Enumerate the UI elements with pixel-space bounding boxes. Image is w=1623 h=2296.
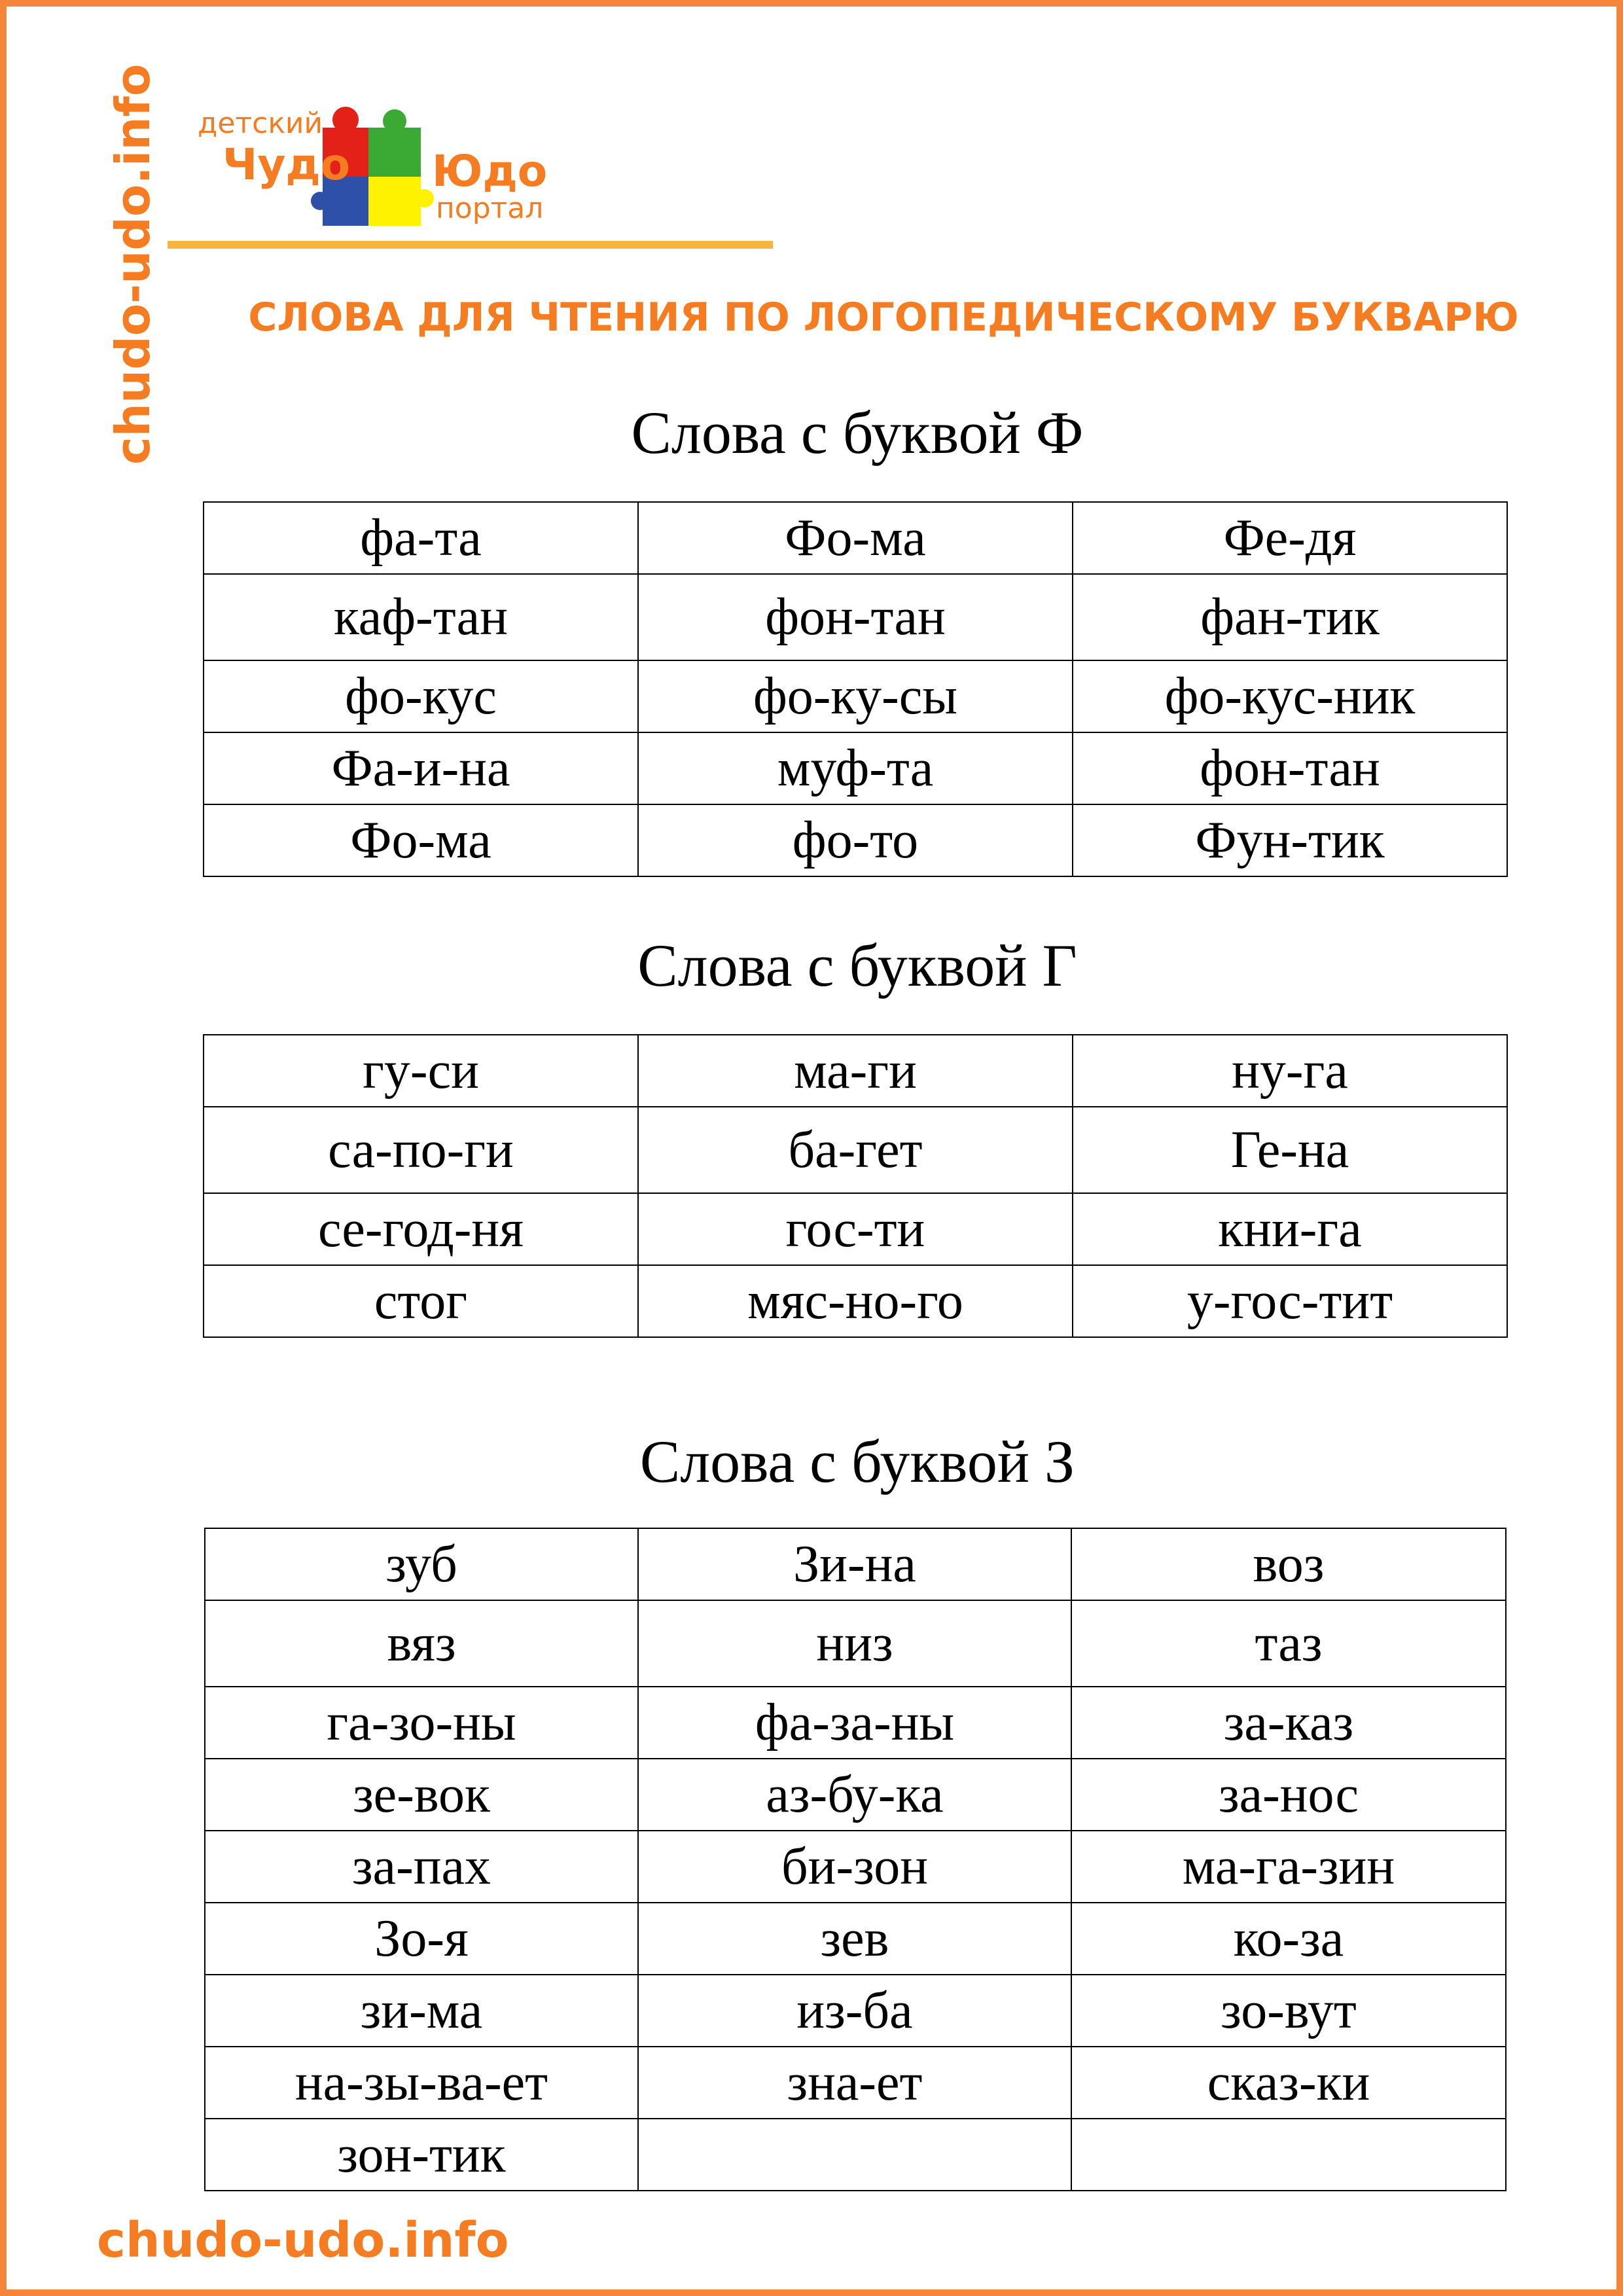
table-row xyxy=(205,1831,1506,1903)
word-cell: гос-ти xyxy=(638,1193,1073,1265)
word-cell: Зо-я xyxy=(205,1903,638,1975)
word-cell: фа-та xyxy=(204,502,638,574)
word-cell: зо-вут xyxy=(1071,1975,1506,2047)
logo-underline xyxy=(168,241,773,249)
word-cell: сказ-ки xyxy=(1071,2047,1506,2119)
table-row xyxy=(205,1528,1506,1600)
site-url-vertical[interactable]: chudo-udo.info xyxy=(105,63,160,465)
word-cell: фо-кус-ник xyxy=(1073,660,1507,732)
table-row xyxy=(204,1107,1507,1193)
word-cell: стог xyxy=(204,1265,638,1337)
section-title-z: Слова с буквой З xyxy=(639,1428,1075,1495)
word-cell: за-нос xyxy=(1071,1759,1506,1831)
word-cell: ко-за xyxy=(1071,1903,1506,1975)
table-row xyxy=(205,2119,1506,2191)
table-row xyxy=(204,574,1507,660)
word-cell: зев xyxy=(638,1903,1071,1975)
word-table-z xyxy=(204,1528,1507,2191)
table-row xyxy=(205,2047,1506,2119)
word-cell: за-пах xyxy=(205,1831,638,1903)
table-row xyxy=(205,1903,1506,1975)
table-row xyxy=(205,1687,1506,1759)
word-cell: у-гос-тит xyxy=(1073,1265,1507,1337)
logo-top-text: детский xyxy=(198,107,323,140)
word-cell: зи-ма xyxy=(205,1975,638,2047)
word-cell: Фа-и-на xyxy=(204,732,638,804)
word-cell: гу-си xyxy=(204,1035,638,1107)
table-row xyxy=(204,502,1507,574)
word-cell: зуб xyxy=(205,1528,638,1600)
word-cell: низ xyxy=(638,1600,1071,1687)
logo-bottom-text: портал xyxy=(436,192,544,225)
word-cell: зе-вок xyxy=(205,1759,638,1831)
word-cell: се-год-ня xyxy=(204,1193,638,1265)
table-row xyxy=(204,1035,1507,1107)
table-row xyxy=(204,1265,1507,1337)
word-cell: фо-то xyxy=(638,804,1073,876)
section-title-g: Слова с буквой Г xyxy=(637,932,1077,999)
word-table-f xyxy=(203,501,1508,877)
word-cell: фон-тан xyxy=(638,574,1073,660)
word-cell: фо-ку-сы xyxy=(638,660,1073,732)
word-cell: ма-га-зин xyxy=(1071,1831,1506,1903)
logo-right-text: Юдо xyxy=(432,146,548,196)
word-cell: фон-тан xyxy=(1073,732,1507,804)
word-cell: муф-та xyxy=(638,732,1073,804)
section-title-f: Слова с буквой Ф xyxy=(631,399,1084,466)
table-row xyxy=(204,804,1507,876)
word-cell: аз-бу-ка xyxy=(638,1759,1071,1831)
table-row xyxy=(204,1193,1507,1265)
word-cell: са-по-ги xyxy=(204,1107,638,1193)
word-cell: га-зо-ны xyxy=(205,1687,638,1759)
site-url-bottom[interactable]: chudo-udo.info xyxy=(97,2212,509,2269)
word-cell: кни-га xyxy=(1073,1193,1507,1265)
word-table-g xyxy=(203,1034,1508,1338)
word-cell: Ге-на xyxy=(1073,1107,1507,1193)
word-cell: каф-тан xyxy=(204,574,638,660)
word-cell: из-ба xyxy=(638,1975,1071,2047)
word-cell: фан-тик xyxy=(1073,574,1507,660)
word-cell: таз xyxy=(1071,1600,1506,1687)
word-cell xyxy=(638,2119,1071,2191)
table-row xyxy=(205,1759,1506,1831)
word-cell: фо-кус xyxy=(204,660,638,732)
word-cell: зна-ет xyxy=(638,2047,1071,2119)
word-cell: Фо-ма xyxy=(638,502,1073,574)
page-title: СЛОВА ДЛЯ ЧТЕНИЯ ПО ЛОГОПЕДИЧЕСКОМУ БУКВАРЮ xyxy=(248,295,1519,340)
word-cell: ну-га xyxy=(1073,1035,1507,1107)
word-cell: мяс-но-го xyxy=(638,1265,1073,1337)
site-logo[interactable] xyxy=(190,95,582,239)
word-cell: фа-за-ны xyxy=(638,1687,1071,1759)
table-row xyxy=(204,732,1507,804)
word-cell: воз xyxy=(1071,1528,1506,1600)
table-row xyxy=(205,1975,1506,2047)
word-cell xyxy=(1071,2119,1506,2191)
word-cell: ма-ги xyxy=(638,1035,1073,1107)
logo-left-text: Чудо xyxy=(223,139,351,190)
table-row xyxy=(204,660,1507,732)
word-cell: на-зы-ва-ет xyxy=(205,2047,638,2119)
table-row xyxy=(205,1600,1506,1687)
word-cell: Фун-тик xyxy=(1073,804,1507,876)
word-cell: Фо-ма xyxy=(204,804,638,876)
word-cell: ба-гет xyxy=(638,1107,1073,1193)
word-cell: Фе-дя xyxy=(1073,502,1507,574)
word-cell: зон-тик xyxy=(205,2119,638,2191)
word-cell: би-зон xyxy=(638,1831,1071,1903)
word-cell: вяз xyxy=(205,1600,638,1687)
word-cell: Зи-на xyxy=(638,1528,1071,1600)
word-cell: за-каз xyxy=(1071,1687,1506,1759)
